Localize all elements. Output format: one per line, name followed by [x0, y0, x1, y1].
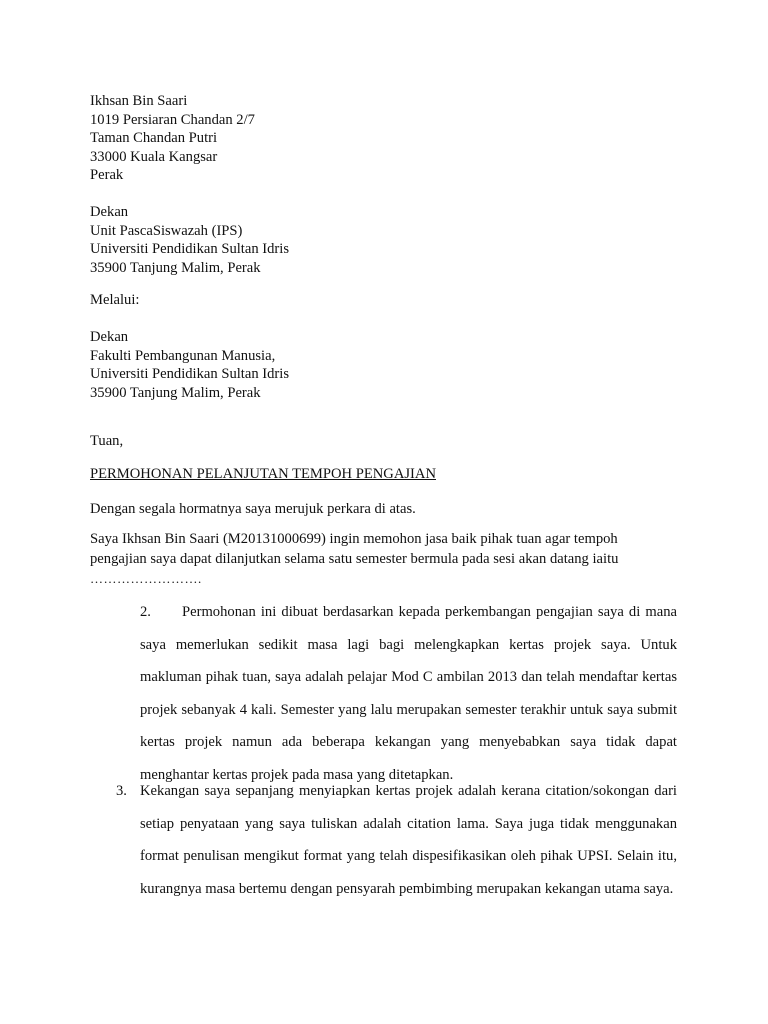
paragraph-text: Kekangan saya sepanjang menyiapkan kertas projek adalah kerana citation/sokongan dari setiap penyataan yang saya tuliskan adalah citation lama. Saya juga tidak menggunakan format penulisan mengikut format yang telah dispesifikasikan oleh pihak UPSI. Selain itu, kurangnya masa bertemu dengan pensyarah pembimbing merupakan kekangan utama saya. [140, 783, 677, 897]
sender-address-line: 1019 Persiaran Chandan 2/7 [90, 111, 255, 128]
via-address [90, 328, 289, 402]
recipient-title: Dekan [90, 204, 129, 220]
sender-address-line: Taman Chandan Putri [90, 130, 218, 147]
sender-address-line: Perak [90, 167, 124, 184]
recipient-address [90, 203, 289, 277]
recipient-address-line: Unit PascaSiswazah (IPS) [90, 222, 243, 239]
paragraph-number: 3. [116, 783, 127, 799]
via-address-line: Fakulti Pembangunan Manusia, [90, 347, 276, 364]
paragraph-text: Permohonan ini dibuat berdasarkan kepada perkembangan pengajian saya di mana saya memerlukan sedikit masa lagi bagi melengkapkan kertas projek saya. Untuk makluman pihak tuan, saya adalah pelajar Mod C ambilan 2013 dan telah mendaftar kertas projek sebanyak 4 kali. Semester yang lalu merupakan semester terakhir untuk saya submit kertas projek namun ada beberapa kekangan yang menyebabkan saya tidak dapat menghantar kertas projek pada masa yang ditetapkan. [140, 604, 677, 783]
recipient-address-line: Universiti Pendidikan Sultan Idris [90, 241, 290, 258]
request-paragraph [90, 530, 618, 589]
sender-address-line: 33000 Kuala Kangsar [90, 148, 218, 165]
sender-name: Ikhsan Bin Saari [90, 93, 188, 109]
sender-address [90, 92, 255, 185]
subject-heading: PERMOHONAN PELANJUTAN TEMPOH PENGAJIAN [90, 466, 436, 482]
via-title: Dekan [90, 329, 129, 345]
recipient-address-line: 35900 Tanjung Malim, Perak [90, 259, 261, 276]
numbered-paragraph-3 [116, 775, 677, 905]
via-address-line: 35900 Tanjung Malim, Perak [90, 384, 261, 401]
numbered-paragraph-2 [140, 596, 677, 791]
salutation: Tuan, [90, 433, 124, 449]
via-address-line: Universiti Pendidikan Sultan Idris [90, 366, 290, 383]
request-blank-dots: ……………………. [90, 571, 202, 587]
request-line: pengajian saya dapat dilanjutkan selama satu semester bermula pada sesi akan datang iaitu [90, 550, 619, 567]
intro-paragraph: Dengan segala hormatnya saya merujuk perkara di atas. [90, 501, 416, 517]
paragraph-number: 2. [140, 604, 151, 620]
request-line: Saya Ikhsan Bin Saari (M20131000699) ingin memohon jasa baik pihak tuan agar tempoh [90, 531, 618, 547]
via-label: Melalui: [90, 292, 140, 308]
